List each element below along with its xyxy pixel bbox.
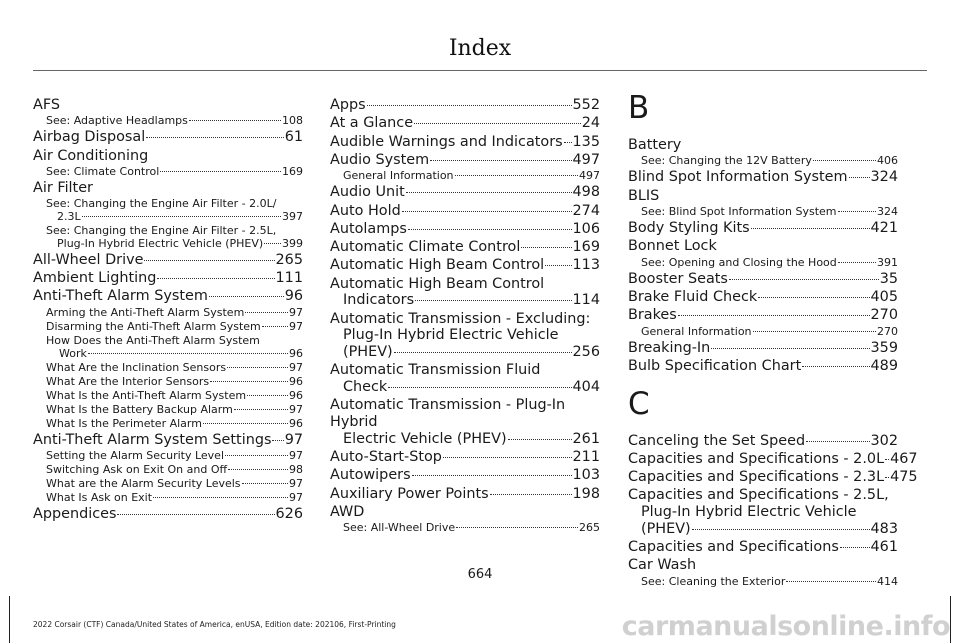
index-subentry bbox=[33, 362, 303, 375]
entry-text: Body Styling Kits bbox=[628, 219, 750, 236]
entry-text: Bulb Specification Chart bbox=[628, 357, 802, 374]
index-subentry bbox=[33, 115, 303, 128]
page-reference: 96 bbox=[289, 388, 303, 402]
dot-leader bbox=[146, 137, 283, 138]
dot-leader bbox=[415, 300, 571, 301]
entry-text: Auxiliary Power Points bbox=[330, 485, 489, 502]
index-entry bbox=[628, 220, 898, 237]
entry-text: What Is the Battery Backup Alarm bbox=[46, 402, 233, 416]
entry-text: What Are the Inclination Sensors bbox=[46, 360, 227, 374]
page-reference: 111 bbox=[275, 270, 303, 287]
entry-text: See: Opening and Closing the Hood bbox=[641, 255, 837, 269]
entry-text: Plug-In Hybrid Electric Vehicle bbox=[343, 327, 559, 344]
entry-text: 2.3L bbox=[57, 210, 81, 224]
dot-leader bbox=[144, 260, 274, 261]
index-entry bbox=[628, 539, 898, 556]
index-entry bbox=[33, 270, 303, 287]
entry-text: At a Glance bbox=[330, 115, 414, 132]
entry-text: Apps bbox=[330, 97, 366, 113]
page-reference: 324 bbox=[877, 204, 898, 218]
dot-leader bbox=[247, 395, 288, 396]
page-reference: 497 bbox=[572, 151, 600, 168]
page-reference: 626 bbox=[275, 506, 303, 523]
index-column-1 bbox=[33, 97, 303, 525]
page-reference: 97 bbox=[289, 477, 303, 491]
index-entry bbox=[628, 307, 898, 324]
entry-text: Plug-In Hybrid Electric Vehicle bbox=[641, 504, 857, 521]
entry-text: Automatic Transmission - Plug-In Hybrid bbox=[330, 397, 566, 431]
page-reference: 265 bbox=[275, 251, 303, 268]
dot-leader bbox=[414, 123, 581, 124]
entry-text: Audible Warnings and Indicators bbox=[330, 133, 563, 150]
index-entry bbox=[628, 487, 898, 537]
index-entry bbox=[330, 184, 600, 201]
entry-text: What Is the Anti-Theft Alarm System bbox=[46, 388, 247, 402]
index-entry bbox=[330, 467, 600, 484]
entry-text: Appendices bbox=[33, 506, 117, 523]
dot-leader bbox=[521, 247, 571, 248]
dot-leader bbox=[885, 477, 889, 478]
dot-leader bbox=[262, 326, 288, 327]
page-reference: 483 bbox=[870, 520, 898, 537]
page-reference: 406 bbox=[877, 154, 898, 168]
page-reference: 103 bbox=[572, 467, 600, 484]
page-reference: 414 bbox=[877, 574, 898, 588]
entry-text: See: All-Wheel Drive bbox=[343, 521, 456, 535]
dot-leader bbox=[849, 177, 870, 178]
index-entry bbox=[330, 239, 600, 256]
index-entry bbox=[33, 129, 303, 146]
index-entry bbox=[628, 137, 898, 154]
entry-text: What Are the Interior Sensors bbox=[46, 374, 210, 388]
dot-leader bbox=[430, 160, 571, 161]
edition-footer: 2022 Corsair (CTF) Canada/United States of America, enUSA, Edition date: 202106, First-Printing bbox=[33, 620, 396, 629]
index-subentry bbox=[33, 418, 303, 431]
entry-text: Bonnet Lock bbox=[628, 238, 717, 255]
dot-leader bbox=[412, 475, 572, 476]
dot-leader bbox=[806, 441, 869, 442]
dot-leader bbox=[751, 228, 870, 229]
index-subentry bbox=[33, 390, 303, 403]
index-entry bbox=[628, 238, 898, 255]
dot-leader bbox=[160, 171, 281, 172]
index-entry bbox=[628, 289, 898, 306]
dot-leader bbox=[753, 331, 876, 332]
entry-text: (PHEV) bbox=[343, 344, 393, 361]
page-reference: 97 bbox=[289, 491, 303, 505]
index-subentry bbox=[33, 404, 303, 417]
dot-leader bbox=[234, 409, 288, 410]
entry-text: AFS bbox=[33, 97, 61, 113]
index-entry bbox=[628, 450, 918, 468]
index-entry bbox=[33, 506, 303, 523]
page-reference: 302 bbox=[870, 432, 898, 449]
dot-leader bbox=[545, 265, 571, 266]
entry-text: Autolamps bbox=[330, 220, 407, 237]
entry-text: Audio System bbox=[330, 151, 430, 168]
index-entry bbox=[33, 97, 303, 114]
page-reference: 35 bbox=[879, 270, 898, 287]
dot-leader bbox=[203, 423, 288, 424]
entry-text: What Is Ask on Exit bbox=[46, 491, 153, 505]
page-reference: 106 bbox=[572, 220, 600, 237]
dot-leader bbox=[406, 192, 572, 193]
page-reference: 97 bbox=[289, 305, 303, 319]
index-subentry bbox=[628, 155, 898, 168]
index-subentry bbox=[330, 170, 600, 183]
page-reference: 97 bbox=[289, 449, 303, 463]
page-reference: 399 bbox=[282, 236, 303, 250]
dot-leader bbox=[227, 367, 288, 368]
page-reference: 324 bbox=[870, 169, 898, 186]
entry-text: See: Adaptive Headlamps bbox=[46, 114, 188, 128]
page-reference: 96 bbox=[289, 416, 303, 430]
page-reference: 98 bbox=[289, 463, 303, 477]
dot-leader bbox=[272, 440, 283, 441]
page-reference: 391 bbox=[877, 255, 898, 269]
page-reference: 552 bbox=[572, 97, 600, 113]
index-subentry bbox=[33, 225, 303, 251]
dot-leader bbox=[802, 366, 869, 367]
entry-text: (PHEV) bbox=[641, 520, 691, 537]
page-reference: 97 bbox=[289, 360, 303, 374]
page-reference: 397 bbox=[282, 210, 303, 224]
page-reference: 97 bbox=[289, 319, 303, 333]
page-reference: 498 bbox=[572, 184, 600, 201]
index-entry bbox=[330, 97, 600, 114]
index-entry bbox=[628, 340, 898, 357]
page-reference: 421 bbox=[870, 219, 898, 236]
entry-text: Automatic Climate Control bbox=[330, 239, 521, 256]
dot-leader bbox=[564, 142, 572, 143]
index-entry bbox=[330, 203, 600, 220]
page-reference: 135 bbox=[572, 133, 600, 150]
dot-leader bbox=[228, 469, 288, 470]
page-reference: 24 bbox=[581, 115, 600, 132]
page-reference: 113 bbox=[572, 257, 600, 274]
page-reference: 114 bbox=[572, 292, 600, 309]
page-reference: 261 bbox=[572, 430, 600, 447]
page-reference: 404 bbox=[572, 379, 600, 396]
dot-leader bbox=[82, 216, 281, 217]
entry-text: Capacities and Specifications - 2.3L bbox=[628, 469, 885, 486]
entry-text: Automatic High Beam Control bbox=[330, 257, 545, 274]
entry-text: Arming the Anti-Theft Alarm System bbox=[46, 305, 245, 319]
dot-leader bbox=[189, 120, 281, 121]
page-reference: 270 bbox=[877, 324, 898, 338]
entry-text: Setting the Alarm Security Level bbox=[46, 449, 224, 463]
page-reference: 270 bbox=[870, 307, 898, 324]
page-reference: 497 bbox=[579, 169, 600, 183]
dot-leader bbox=[117, 514, 274, 515]
page-reference: 461 bbox=[870, 539, 898, 556]
index-entry bbox=[330, 115, 600, 132]
index-subentry bbox=[33, 492, 303, 505]
entry-text: See: Blind Spot Information System bbox=[641, 204, 837, 218]
dot-leader bbox=[443, 457, 572, 458]
dot-leader bbox=[153, 497, 288, 498]
entry-text: Canceling the Set Speed bbox=[628, 432, 806, 449]
page-reference: 489 bbox=[870, 357, 898, 374]
dot-leader bbox=[408, 229, 572, 230]
entry-text: Booster Seats bbox=[628, 270, 728, 287]
entry-text: Brake Fluid Check bbox=[628, 288, 758, 305]
header-divider bbox=[33, 70, 927, 71]
entry-text: How Does the Anti-Theft Alarm System bbox=[46, 333, 260, 347]
page-number: 664 bbox=[467, 567, 493, 582]
entry-text: Auto Hold bbox=[330, 202, 401, 219]
entry-text: Anti-Theft Alarm System bbox=[33, 288, 208, 305]
index-entry bbox=[330, 276, 600, 309]
index-subentry bbox=[330, 522, 600, 535]
index-entry bbox=[330, 257, 600, 274]
index-entry bbox=[33, 180, 303, 197]
index-subentry bbox=[33, 321, 303, 334]
index-entry bbox=[33, 148, 303, 165]
index-entry bbox=[628, 433, 898, 450]
page-reference: 97 bbox=[289, 402, 303, 416]
page-reference: 169 bbox=[572, 239, 600, 256]
dot-leader bbox=[678, 315, 870, 316]
entry-text: Audio Unit bbox=[330, 184, 405, 201]
entry-text: Disarming the Anti-Theft Alarm System bbox=[46, 319, 261, 333]
page-reference: 169 bbox=[282, 164, 303, 178]
index-entry bbox=[628, 188, 898, 205]
entry-text: Ambient Lighting bbox=[33, 270, 157, 287]
dot-leader bbox=[692, 529, 870, 530]
crop-mark-left bbox=[9, 596, 10, 643]
dot-leader bbox=[729, 279, 879, 280]
page-reference: 475 bbox=[890, 469, 918, 486]
entry-text: Breaking-In bbox=[628, 339, 711, 356]
index-subentry bbox=[33, 335, 303, 361]
page-reference: 359 bbox=[870, 339, 898, 356]
entry-text: All-Wheel Drive bbox=[33, 251, 144, 268]
dot-leader bbox=[225, 455, 288, 456]
index-entry bbox=[330, 397, 600, 447]
index-entry bbox=[330, 362, 600, 395]
entry-text: Car Wash bbox=[628, 557, 697, 574]
index-entry bbox=[33, 288, 303, 305]
index-subentry bbox=[33, 464, 303, 477]
dot-leader bbox=[210, 381, 288, 382]
page-reference: 265 bbox=[579, 521, 600, 535]
dot-leader bbox=[209, 296, 284, 297]
page-reference: 108 bbox=[282, 114, 303, 128]
index-subentry bbox=[33, 198, 303, 224]
entry-text: See: Climate Control bbox=[46, 164, 160, 178]
index-entry bbox=[330, 449, 600, 466]
dot-leader bbox=[455, 175, 578, 176]
dot-leader bbox=[813, 160, 876, 161]
dot-leader bbox=[242, 483, 288, 484]
dot-leader bbox=[157, 278, 274, 279]
entry-text: Airbag Disposal bbox=[33, 129, 146, 146]
page-reference: 256 bbox=[572, 344, 600, 361]
index-column-3 bbox=[628, 90, 918, 590]
index-column-2 bbox=[330, 97, 600, 536]
entry-text: AWD bbox=[330, 504, 365, 521]
dot-leader bbox=[367, 105, 572, 106]
page-reference: 96 bbox=[289, 374, 303, 388]
dot-leader bbox=[264, 243, 281, 244]
entry-text: What are the Alarm Security Levels bbox=[46, 477, 241, 491]
index-subentry bbox=[33, 166, 303, 179]
page-reference: 405 bbox=[870, 288, 898, 305]
entry-text: Work bbox=[59, 346, 87, 360]
page-title: Index bbox=[448, 36, 512, 61]
entry-text: BLIS bbox=[628, 187, 660, 204]
index-entry bbox=[330, 221, 600, 238]
index-subentry bbox=[33, 478, 303, 491]
entry-text: Brakes bbox=[628, 307, 677, 324]
dot-leader bbox=[838, 211, 876, 212]
index-subentry bbox=[33, 376, 303, 389]
site-watermark: carmanualsonline.info bbox=[621, 611, 950, 642]
entry-text: Automatic High Beam Control bbox=[330, 275, 545, 292]
index-subentry bbox=[628, 206, 898, 219]
entry-text: Indicators bbox=[343, 292, 415, 309]
entry-text: Automatic Transmission - Excluding: bbox=[330, 310, 591, 327]
entry-text: Electric Vehicle (PHEV) bbox=[343, 430, 507, 447]
dot-leader bbox=[88, 353, 288, 354]
entry-text: Capacities and Specifications bbox=[628, 539, 839, 556]
dot-leader bbox=[245, 312, 288, 313]
entry-text: Capacities and Specifications - 2.5L, bbox=[628, 487, 889, 504]
dot-leader bbox=[758, 297, 869, 298]
entry-text: Plug-In Hybrid Electric Vehicle (PHEV) bbox=[57, 236, 264, 250]
index-entry bbox=[330, 504, 600, 521]
index-entry bbox=[330, 152, 600, 169]
entry-text: What Is the Perimeter Alarm bbox=[46, 416, 202, 430]
page-reference: 274 bbox=[572, 202, 600, 219]
entry-text: General Information bbox=[343, 169, 454, 183]
page-reference: 61 bbox=[284, 129, 303, 146]
entry-text: Auto-Start-Stop bbox=[330, 449, 442, 466]
page-reference: 96 bbox=[284, 288, 303, 305]
entry-text: Air Conditioning bbox=[33, 147, 149, 164]
dot-leader bbox=[456, 527, 578, 528]
entry-text: See: Changing the Engine Air Filter - 2.5L, bbox=[46, 224, 277, 238]
entry-text: Anti-Theft Alarm System Settings bbox=[33, 431, 272, 448]
entry-text: General Information bbox=[641, 324, 752, 338]
entry-text: Check bbox=[343, 379, 388, 396]
dot-leader bbox=[885, 459, 889, 460]
index-entry bbox=[628, 469, 918, 486]
index-section-letter: C bbox=[628, 385, 650, 422]
entry-text: Automatic Transmission Fluid bbox=[330, 362, 541, 379]
entry-text: See: Changing the 12V Battery bbox=[641, 154, 812, 168]
index-subentry bbox=[628, 326, 898, 339]
entry-text: Air Filter bbox=[33, 179, 93, 196]
entry-text: Battery bbox=[628, 137, 682, 153]
index-subentry bbox=[628, 257, 898, 270]
dot-leader bbox=[838, 262, 876, 263]
page-reference: 96 bbox=[289, 346, 303, 360]
dot-leader bbox=[711, 348, 869, 349]
dot-leader bbox=[402, 211, 572, 212]
entry-text: Capacities and Specifications - 2.0L bbox=[628, 450, 885, 467]
index-entry bbox=[628, 271, 898, 288]
dot-leader bbox=[388, 387, 571, 388]
index-entry bbox=[628, 169, 898, 186]
dot-leader bbox=[508, 439, 572, 440]
index-entry bbox=[33, 252, 303, 269]
index-section-letter: B bbox=[628, 90, 650, 126]
page-reference: 97 bbox=[284, 431, 303, 448]
entry-text: See: Changing the Engine Air Filter - 2.0L/ bbox=[46, 197, 277, 211]
dot-leader bbox=[840, 547, 870, 548]
index-entry bbox=[330, 134, 600, 151]
index-subentry bbox=[33, 450, 303, 463]
page-reference: 467 bbox=[890, 450, 918, 467]
entry-text: Blind Spot Information System bbox=[628, 169, 848, 186]
dot-leader bbox=[394, 352, 572, 353]
index-entry bbox=[628, 358, 898, 375]
index-entry bbox=[330, 486, 600, 503]
page-reference: 198 bbox=[572, 485, 600, 502]
entry-text: Autowipers bbox=[330, 467, 411, 484]
entry-text: See: Cleaning the Exterior bbox=[641, 574, 786, 588]
crop-mark-right bbox=[950, 596, 951, 643]
page-reference: 211 bbox=[572, 449, 600, 466]
dot-leader bbox=[490, 494, 572, 495]
entry-text: Switching Ask on Exit On and Off bbox=[46, 463, 228, 477]
index-entry bbox=[330, 311, 600, 361]
index-entry bbox=[33, 432, 303, 449]
index-subentry bbox=[33, 307, 303, 320]
